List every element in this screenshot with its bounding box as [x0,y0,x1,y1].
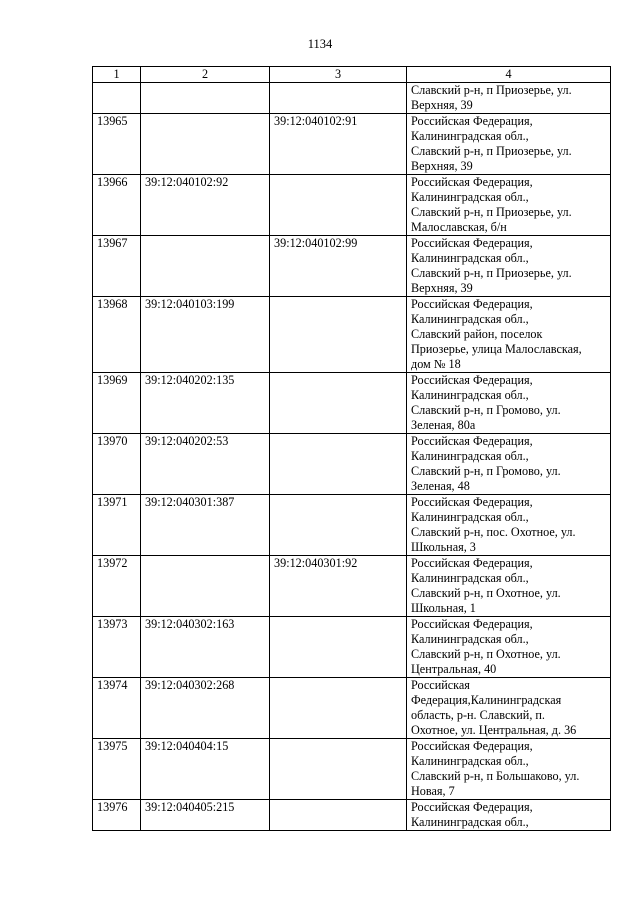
cadastral-number-col2 [141,83,270,114]
address-line: Российская Федерация, [411,495,533,509]
address-line: Славский р-н, пос. Охотное, ул. [411,525,576,539]
table-row [93,434,611,495]
table-row [93,739,611,800]
cadastral-number-col3 [270,739,407,800]
cadastral-number-col2 [141,114,270,175]
header-col-4: 4 [407,67,611,83]
cadastral-number-col3 [270,617,407,678]
row-number: 13974 [93,678,141,739]
address-line: Российская Федерация, [411,114,533,128]
address-line: Славский р-н, п Охотное, ул. [411,647,561,661]
cadastral-number-col3: 39:12:040102:99 [270,236,407,297]
address-line: Российская Федерация, [411,175,533,189]
address-line: Школьная, 1 [411,601,476,615]
address-line: Российская Федерация, [411,236,533,250]
address-line: Российская Федерация, [411,800,533,814]
table-row [93,175,611,236]
address-line: Школьная, 3 [411,540,476,554]
address-cell [407,800,611,831]
row-number: 13971 [93,495,141,556]
cadastral-number-col2: 39:12:040103:199 [141,297,270,373]
row-number: 13967 [93,236,141,297]
address-line: Калининградская обл., [411,129,529,143]
address-cell [407,297,611,373]
address-cell [407,175,611,236]
address-cell [407,617,611,678]
row-number: 13966 [93,175,141,236]
address-line: Калининградская обл., [411,632,529,646]
address-line: Российская Федерация, [411,373,533,387]
address-line: Славский р-н, п Приозерье, ул. [411,266,572,280]
cadastral-number-col2: 39:12:040405:215 [141,800,270,831]
address-cell [407,373,611,434]
header-col-3: 3 [270,67,407,83]
address-line: Славский р-н, п Приозерье, ул. [411,144,572,158]
header-row [93,67,611,83]
row-number: 13970 [93,434,141,495]
address-line: Верхняя, 39 [411,98,473,112]
page-number: 1134 [307,37,333,51]
address-line: Верхняя, 39 [411,159,473,173]
address-line: дом № 18 [411,357,461,371]
address-line: Приозерье, улица Малославская, [411,342,582,356]
row-number: 13973 [93,617,141,678]
address-line: Калининградская обл., [411,815,529,829]
cadastral-number-col2: 39:12:040301:387 [141,495,270,556]
cadastral-number-col2 [141,556,270,617]
cadastral-number-col3 [270,434,407,495]
row-number [93,83,141,114]
address-line: Федерация,Калининградская [411,693,562,707]
row-number: 13976 [93,800,141,831]
address-line: Славский р-н, п Большаково, ул. [411,769,580,783]
table-row [93,83,611,114]
address-line: Зеленая, 48 [411,479,470,493]
address-cell [407,114,611,175]
address-line: область, р-н. Славский, п. [411,708,545,722]
address-line: Российская Федерация, [411,434,533,448]
address-cell [407,434,611,495]
address-line: Калининградская обл., [411,388,529,402]
address-line: Славский район, поселок [411,327,543,341]
address-cell [407,495,611,556]
cadastral-number-col3 [270,495,407,556]
address-line: Калининградская обл., [411,190,529,204]
address-cell [407,556,611,617]
table-row [93,556,611,617]
address-line: Российская Федерация, [411,556,533,570]
cadastral-number-col2: 39:12:040202:53 [141,434,270,495]
address-line: Славский р-н, п Громово, ул. [411,403,561,417]
cadastral-number-col3 [270,373,407,434]
header-col-1: 1 [93,67,141,83]
cadastral-number-col2 [141,236,270,297]
row-number: 13968 [93,297,141,373]
address-cell [407,83,611,114]
table-row [93,617,611,678]
address-line: Славский р-н, п Приозерье, ул. [411,205,572,219]
cadastral-number-col3 [270,83,407,114]
table-row [93,678,611,739]
address-cell [407,236,611,297]
cadastral-number-col2: 39:12:040302:163 [141,617,270,678]
row-number: 13972 [93,556,141,617]
address-cell [407,678,611,739]
table-header [93,67,611,83]
row-number: 13969 [93,373,141,434]
table-row [93,800,611,831]
cadastral-number-col2: 39:12:040102:92 [141,175,270,236]
address-line: Славский р-н, п Охотное, ул. [411,586,561,600]
cadastral-number-col3 [270,175,407,236]
address-line: Зеленая, 80а [411,418,476,432]
address-line: Калининградская обл., [411,449,529,463]
address-line: Калининградская обл., [411,510,529,524]
table-row [93,373,611,434]
address-line: Охотное, ул. Центральная, д. 36 [411,723,577,737]
cadastral-number-col3 [270,800,407,831]
address-line: Новая, 7 [411,784,455,798]
address-line: Калининградская обл., [411,251,529,265]
table-row [93,236,611,297]
address-line: Калининградская обл., [411,312,529,326]
row-number: 13975 [93,739,141,800]
cadastral-number-col3 [270,678,407,739]
address-line: Славский р-н, п Громово, ул. [411,464,561,478]
cadastral-number-col2: 39:12:040404:15 [141,739,270,800]
cadastral-number-col3: 39:12:040301:92 [270,556,407,617]
cadastral-number-col2: 39:12:040202:135 [141,373,270,434]
address-line: Российская Федерация, [411,739,533,753]
address-line: Российская Федерация, [411,617,533,631]
address-line: Российская [411,678,470,692]
table-row [93,297,611,373]
address-line: Калининградская обл., [411,754,529,768]
address-line: Российская Федерация, [411,297,533,311]
address-line: Калининградская обл., [411,571,529,585]
address-cell [407,739,611,800]
address-line: Славский р-н, п Приозерье, ул. [411,83,572,97]
header-col-2: 2 [141,67,270,83]
table-row [93,495,611,556]
address-line: Верхняя, 39 [411,281,473,295]
table-body [93,83,611,831]
address-line: Малославская, б/н [411,220,507,234]
cadastral-number-col3: 39:12:040102:91 [270,114,407,175]
table-row [93,114,611,175]
address-line: Центральная, 40 [411,662,497,676]
row-number: 13965 [93,114,141,175]
registry-table [92,66,611,831]
cadastral-number-col3 [270,297,407,373]
cadastral-number-col2: 39:12:040302:268 [141,678,270,739]
